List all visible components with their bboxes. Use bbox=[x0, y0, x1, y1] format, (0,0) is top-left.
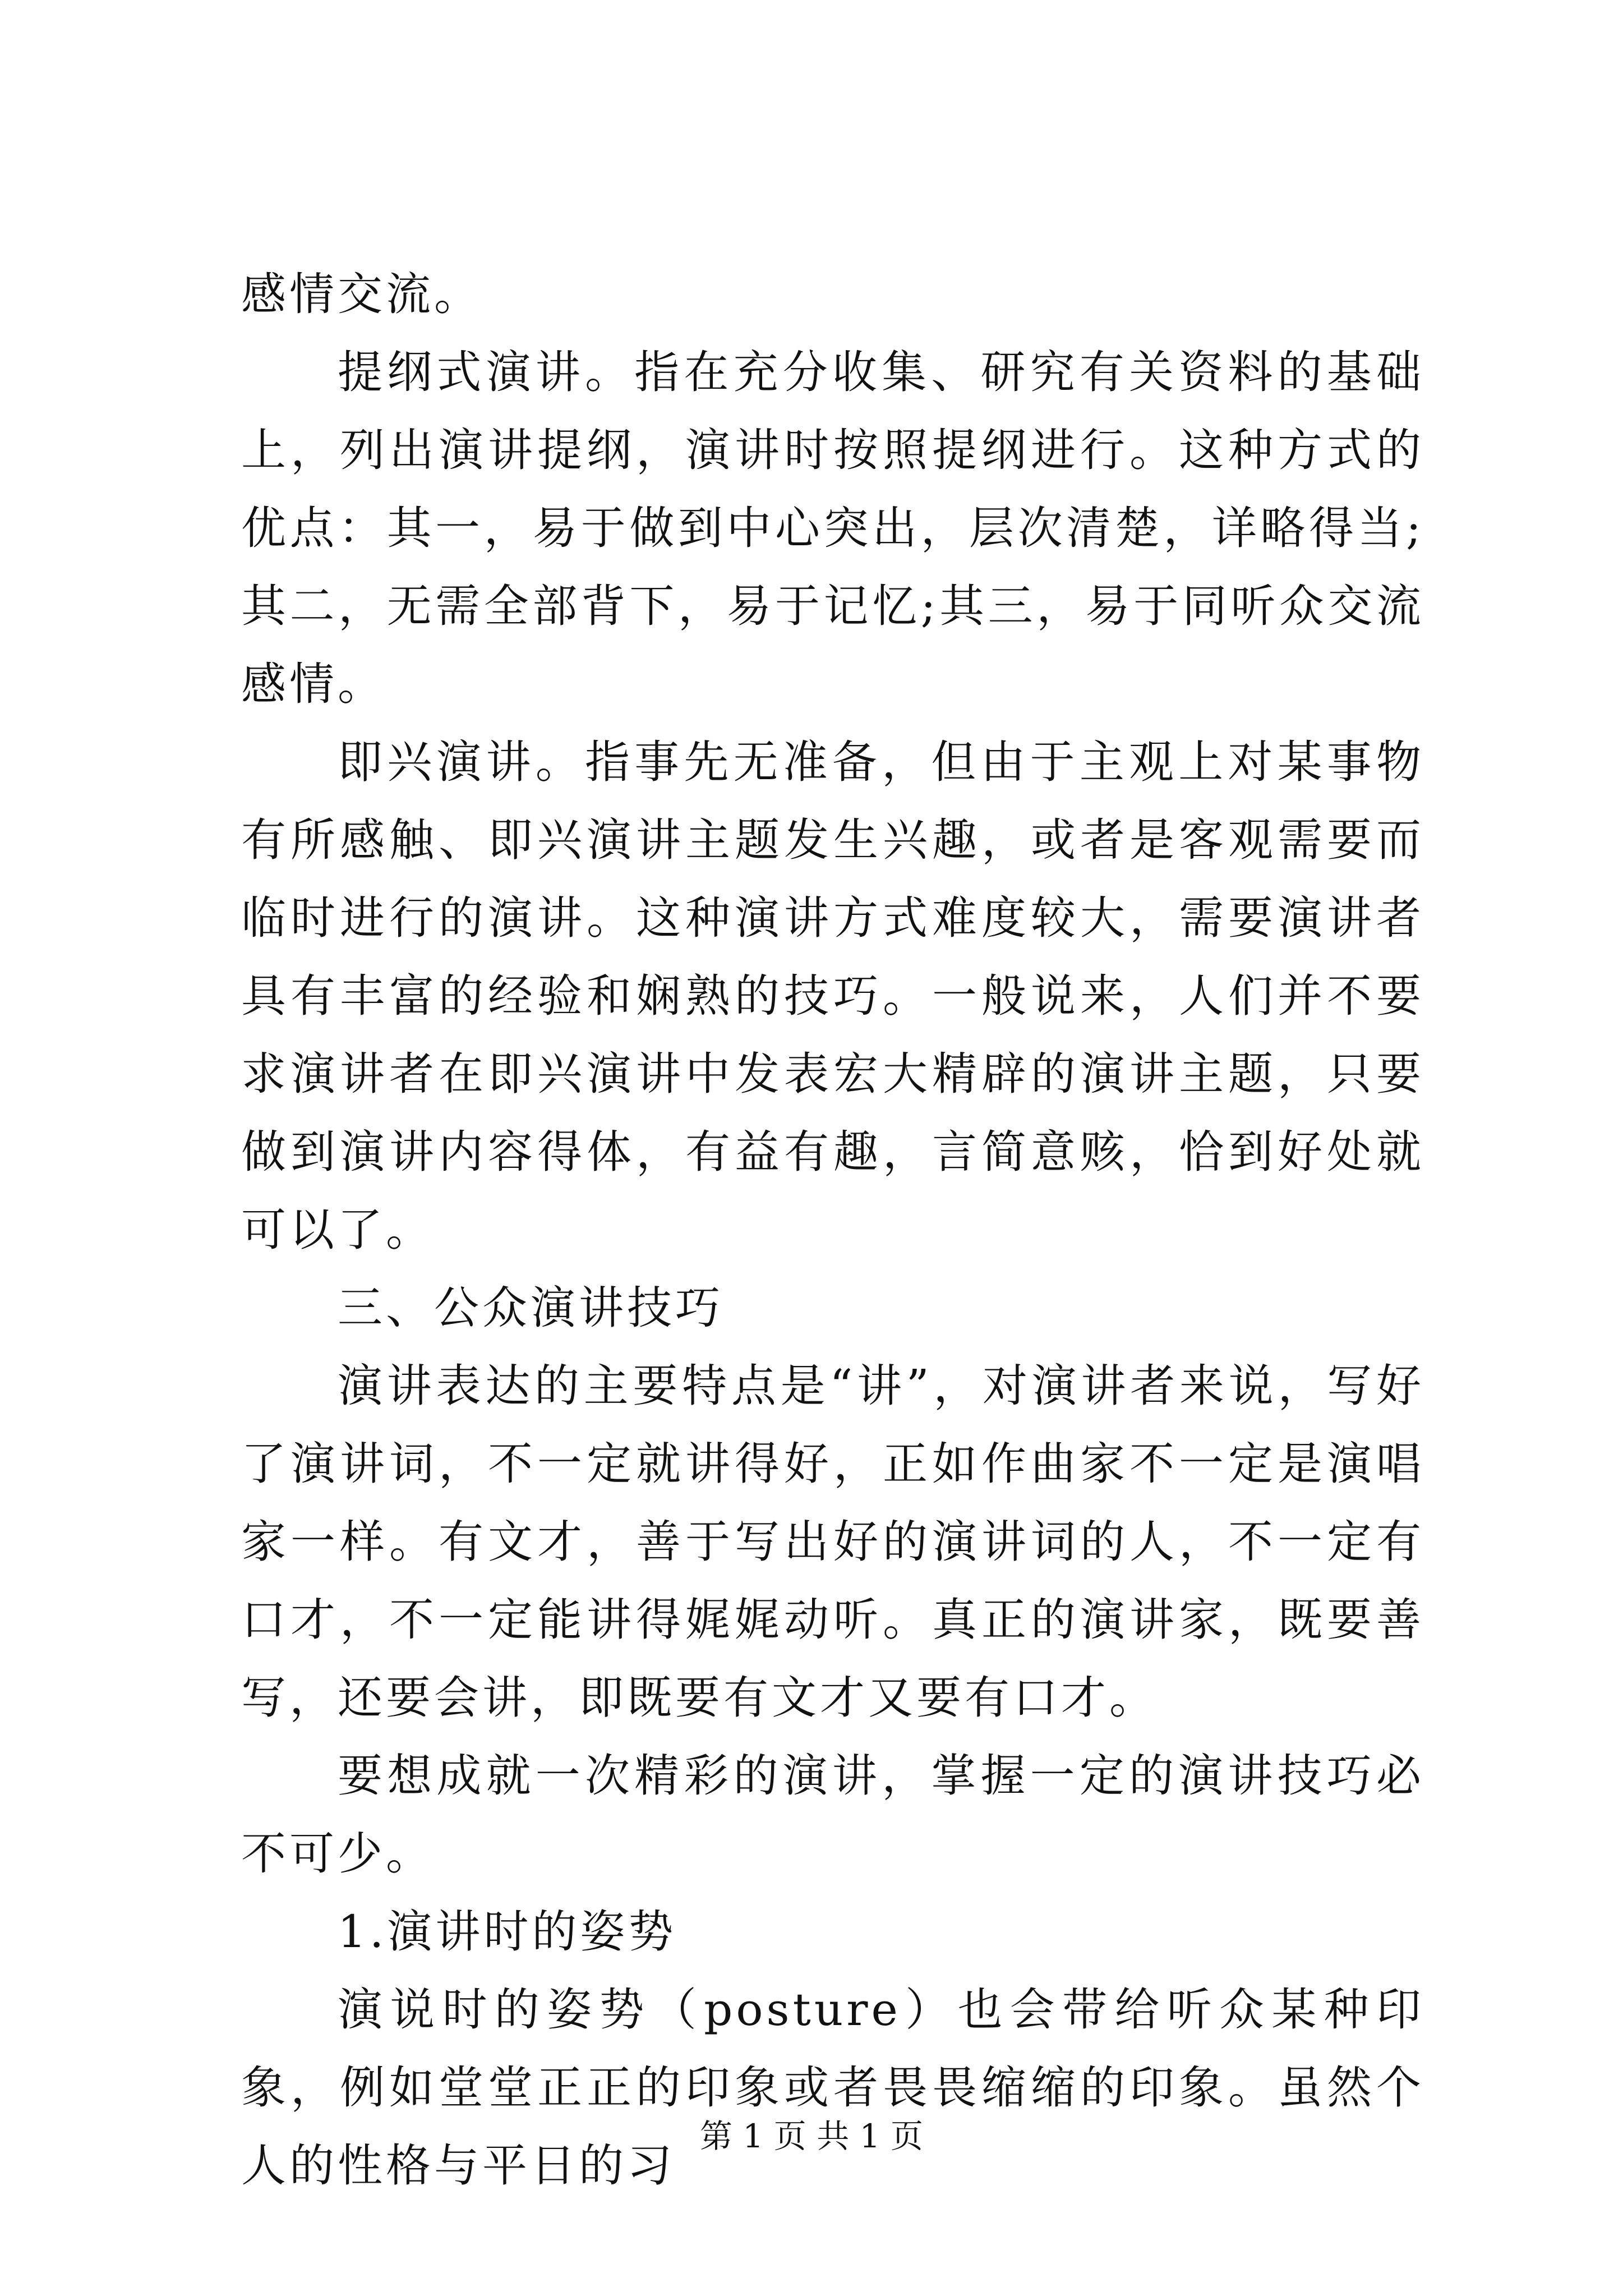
paragraph-6: 演说时的姿势（posture）也会带给听众某种印象，例如堂堂正正的印象或者畏畏缩缩的印象。虽然个人的性格与平日的习 bbox=[241, 1984, 1424, 2192]
paragraph-4: 演讲表达的主要特点是“讲”，对演讲者来说，写好了演讲词，不一定就讲得好，正如作曲家不一定是演唱家一样。有文才，善于写出好的演讲词的人，不一定有口才，不一定能讲得娓娓动听。真正的演讲家，既要善写，还要会讲，即既要有文才又要有口才。 bbox=[241, 1360, 1424, 1724]
paragraph-1: 感情交流。 bbox=[241, 268, 482, 320]
document-body bbox=[241, 255, 1424, 2205]
page-footer: 第 1 页 共 1 页 bbox=[700, 2117, 923, 2155]
paragraph-5: 要想成就一次精彩的演讲，掌握一定的演讲技巧必不可少。 bbox=[241, 1750, 1424, 1880]
subheading-1: 1.演讲时的姿势 bbox=[338, 1906, 677, 1958]
paragraph-3: 即兴演讲。指事先无准备，但由于主观上对某事物有所感触、即兴演讲主题发生兴趣，或者是客观需要而临时进行的演讲。这种演讲方式难度较大，需要演讲者具有丰富的经验和娴熟的技巧。一般说来，人们并不要求演讲者在即兴演讲中发表宏大精辟的演讲主题，只要做到演讲内容得体，有益有趣，言简意赅，恰到好处就可以了。 bbox=[241, 736, 1424, 1256]
section-heading: 三、公众演讲技巧 bbox=[338, 1282, 723, 1334]
paragraph-2: 提纲式演讲。指在充分收集、研究有关资料的基础上，列出演讲提纲，演讲时按照提纲进行。这种方式的优点：其一，易于做到中心突出，层次清楚，详略得当;其二，无需全部背下，易于记忆;其三，易于同听众交流感情。 bbox=[241, 346, 1424, 710]
